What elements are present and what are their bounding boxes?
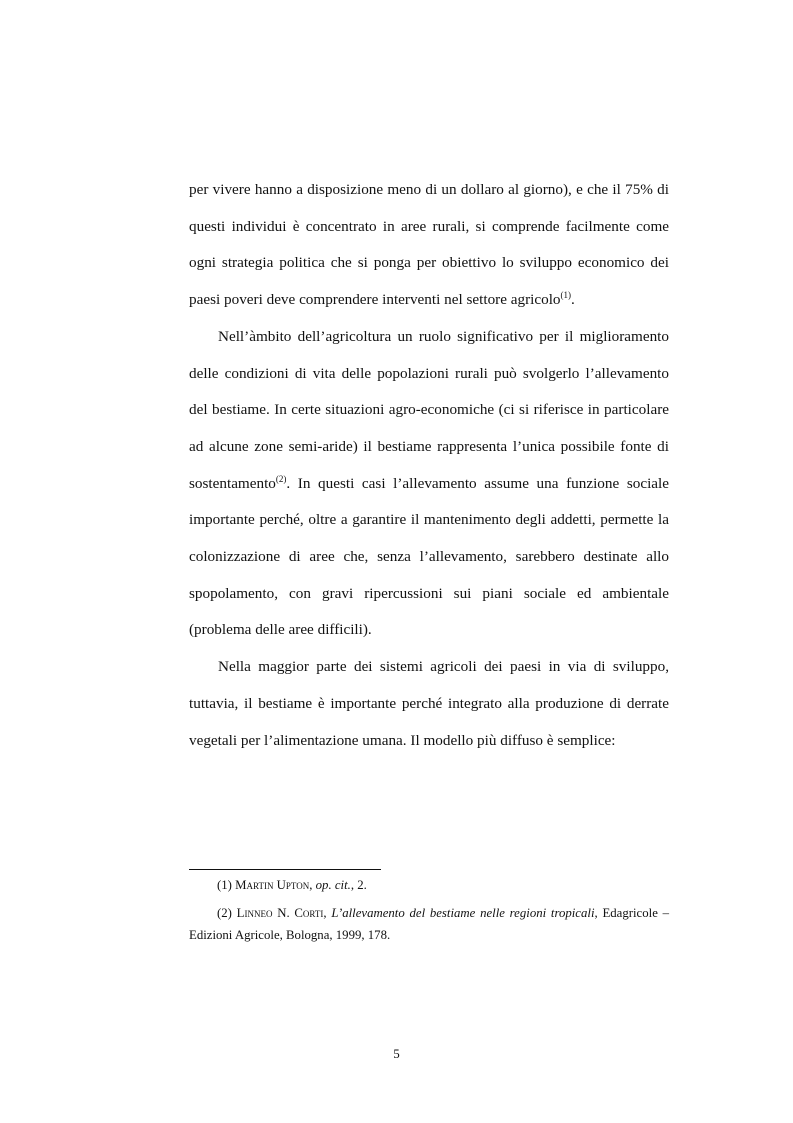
footnote-author: Linneo N. Corti (236, 906, 324, 920)
footnotes (189, 874, 669, 952)
footnote-author: Martin Upton (235, 878, 310, 892)
footnote-ref-2: (2) (275, 473, 287, 484)
footnote-title: L’allevamento del bestiame nelle regioni tropicali (331, 906, 595, 920)
footnote-2: (2) Linneo N. Corti, L’allevamento del bestiame nelle regioni tropicali, Edagricole – Edizioni Agricole, Bologna, 1999, 178. (189, 906, 670, 942)
page-number: 5 (393, 1046, 400, 1061)
footnote-ref-1: (1) (560, 290, 572, 301)
footnote-1: (1) Martin Upton, op. cit., 2. (217, 878, 367, 892)
footnote-separator (189, 869, 381, 870)
paragraph-continuation: per vivere hanno a disposizione meno di un dollaro al giorno), e che il 75% di questi individui è concentrato in aree rurali, si comprende facilmente come ogni strategia politica che si ponga per obiettivo lo sviluppo economico dei paesi poveri deve comprendere interventi nel settore agricolo$^{(1)}$. (189, 181, 669, 309)
paragraph-allevamento: Nell’àmbito dell’agricoltura un ruolo significativo per il miglioramento delle condizioni di vita delle popolazioni rurali può svolgerlo l’allevamento del bestiame. In certe situazioni agro-economiche (ci si riferisce in particolare ad alcune zone semi-aride) il bestiame rappresenta l’unica possibile fonte di sostentamento$^{(2)}$. In questi casi l’allevamento assume una funzione sociale importante perché, oltre a garantire il mantenimento degli addetti, permette la colonizzazione di aree che, senza l’allevamento, sarebbero destinate allo spopolamento, con gravi ripercussioni sui piani sociale ed ambientale (problema delle aree difficili). (189, 327, 669, 639)
paragraph-sistemi-agricoli: Nella maggior parte dei sistemi agricoli dei paesi in via di sviluppo, tuttavia, il bestiame è importante perché integrato alla produzione di derrate vegetali per l’alimentazione umana. Il modello più diffuso è semplice: (189, 658, 669, 749)
footnote-title: op. cit. (315, 878, 351, 892)
body-text (189, 172, 669, 759)
